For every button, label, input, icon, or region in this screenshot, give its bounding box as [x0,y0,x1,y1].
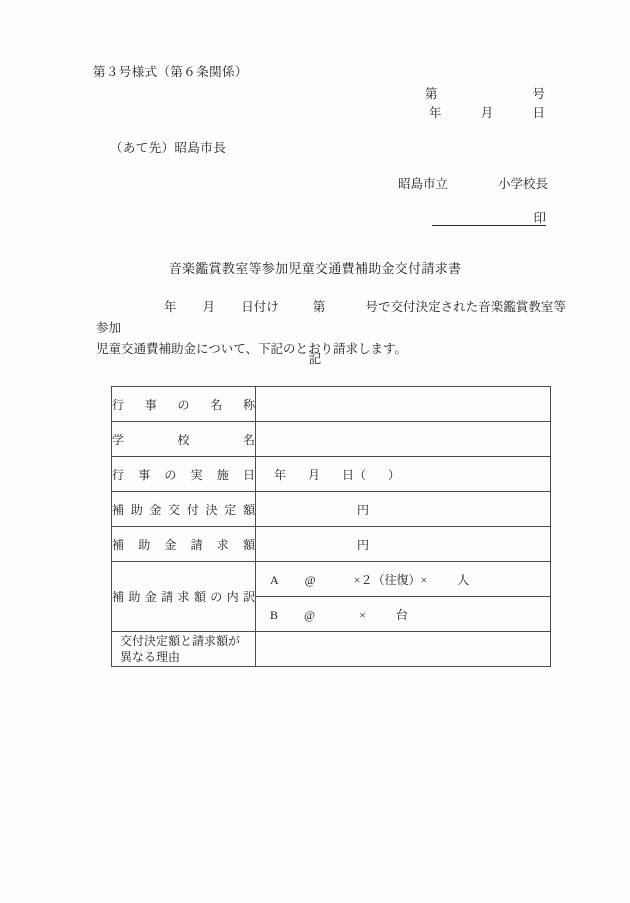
breakdown-b-tag: B [270,607,279,622]
breakdown-a-tag: A [270,572,279,587]
signer-line [398,174,548,192]
event-date-day: 日（ [342,467,367,482]
document-number-label: 第 [425,87,438,101]
table-row [112,422,551,457]
row-value-requested-amount[interactable] [256,527,551,562]
body-number-suffix: 号で交付決定された音楽鑑賞教室等参加 [96,300,566,335]
body-line-2: 児童交通費補助金について、下記のとおり請求します。 [96,342,408,356]
row-value-difference-reason[interactable] [256,632,551,667]
table-row [112,632,551,667]
table-row [112,492,551,527]
kiji-marker: 記 [308,352,322,366]
date-day-label: 日 [532,106,545,120]
body-month: 月 [202,300,216,314]
row-label-requested-amount: 補助金請求額 [112,527,256,562]
event-date-month: 月 [308,467,321,482]
row-label-breakdown: 補助金請求額の内訳 [112,562,256,632]
row-label-event-date: 行事の実施日 [112,457,256,492]
row-label-school-name: 学校名 [112,422,256,457]
document-number-unit: 号 [532,87,545,101]
body-year: 年 [164,300,177,314]
document-title: 音楽鑑賞教室等参加児童交通費補助金交付請求書 [168,261,462,276]
date-month-label: 月 [480,106,494,120]
row-label-event-name: 行事の名称 [112,387,256,422]
body-day-suffix: 日付け [241,300,279,314]
signer-city-prefix: 昭島市立 [398,177,449,191]
table-row [112,527,551,562]
breakdown-b-at: @ [304,607,316,622]
row-label-granted-amount: 補助金交付決定額 [112,492,256,527]
signer-school-suffix: 小学校長 [497,177,548,191]
row-value-event-name[interactable] [256,387,551,422]
date-year-label: 年 [429,106,442,120]
table-row [112,387,551,422]
breakdown-line-b [256,606,408,623]
table-row [112,562,551,597]
document-number-line [425,85,545,104]
row-value-breakdown-b[interactable] [256,597,551,632]
breakdown-line-a [256,571,469,588]
event-date-close: ） [388,467,401,482]
addressee-line: （あて先）昭島市長 [110,141,227,155]
row-value-event-date[interactable] [256,457,551,492]
request-details-table [111,386,551,667]
table-row [112,457,551,492]
row-value-school-name[interactable] [256,422,551,457]
event-date-year: 年 [274,467,287,482]
seal-mark: 印 [533,211,546,225]
document-date-line [425,104,545,123]
form-number: 第３号様式（第６条関係） [93,65,248,79]
breakdown-b-multiplier: × [359,607,366,622]
breakdown-a-unit: 人 [457,572,470,587]
row-label-difference-reason: 交付決定額と請求額が異なる理由 [112,632,256,667]
signature-seal-line [432,205,546,226]
breakdown-b-unit: 台 [395,607,408,622]
event-date-fields [256,466,400,483]
row-value-granted-amount[interactable] [256,492,551,527]
document-number-date-block [425,85,545,123]
breakdown-a-at: @ [304,572,316,587]
row-value-breakdown-a[interactable] [256,562,551,597]
requested-amount-yen-unit: 円 [356,537,369,552]
granted-amount-yen-unit: 円 [356,502,369,517]
body-number-label: 第 [312,300,326,314]
breakdown-a-multiplier: ×２（往復）× [353,572,428,587]
